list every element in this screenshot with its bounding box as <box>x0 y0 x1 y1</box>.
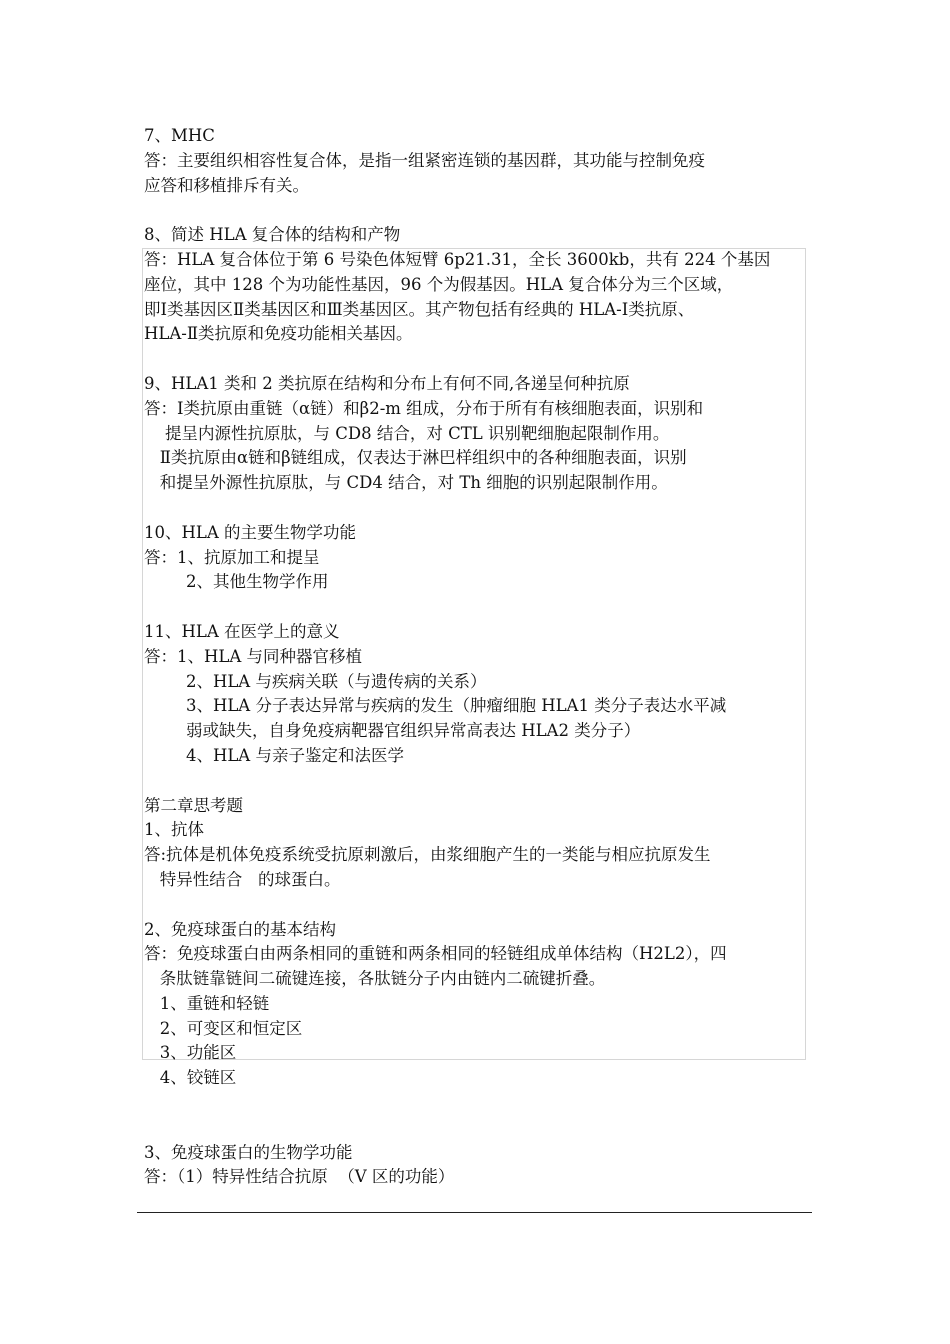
text-line: HLA-Ⅱ类抗原和免疫功能相关基因。 <box>144 324 413 344</box>
text-line: Ⅱ类抗原由α链和β链组成，仅表达于淋巴样组织中的各种细胞表面，识别 <box>144 448 687 468</box>
blank-line <box>144 496 814 521</box>
blank-line <box>144 347 814 372</box>
text-line: 答：（1）特异性结合抗原 （V 区的功能） <box>144 1167 455 1187</box>
text-line: 3、免疫球蛋白的生物学功能 <box>144 1142 353 1162</box>
text-line: 2、可变区和恒定区 <box>144 1018 303 1038</box>
text-line: 答：1、HLA 与同种器官移植 <box>144 646 363 666</box>
text-line: 答：HLA 复合体位于第 6 号染色体短臂 6p21.31，全长 3600kb，共有 224 个基因 <box>144 249 771 269</box>
blank-line <box>144 1091 814 1116</box>
text-line: 2、HLA 与疾病关联（与遗传病的关系） <box>144 671 487 691</box>
text-line: 9、HLA1 类和 2 类抗原在结构和分布上有何不同,各递呈何种抗原 <box>144 373 630 393</box>
text-line: 答：主要组织相容性复合体，是指一组紧密连锁的基因群，其功能与控制免疫 <box>144 150 705 170</box>
text-line: 答：免疫球蛋白由两条相同的重链和两条相同的轻链组成单体结构（H2L2），四 <box>144 944 727 964</box>
document-body <box>144 124 814 1190</box>
text-line: 条肽链靠链间二硫键连接，各肽链分子内由链内二硫键折叠。 <box>144 969 606 989</box>
text-line: 应答和移植排斥有关。 <box>144 175 309 195</box>
text-line: 3、HLA 分子表达异常与疾病的发生（肿瘤细胞 HLA1 类分子表达水平减 <box>144 696 727 716</box>
text-line: 和提呈外源性抗原肽，与 CD4 结合，对 Th 细胞的识别起限制作用。 <box>144 473 668 493</box>
text-line: 7、MHC <box>144 126 215 145</box>
text-line: 弱或缺失，自身免疫病靶器官组织异常高表达 HLA2 类分子） <box>144 721 641 741</box>
text-line: 提呈内源性抗原肽，与 CD8 结合，对 CTL 识别靶细胞起限制作用。 <box>144 423 670 443</box>
text-line: 1、抗体 <box>144 820 204 840</box>
text-line: 10、HLA 的主要生物学功能 <box>144 522 357 542</box>
blank-line <box>144 1116 814 1141</box>
text-line: 座位，其中 128 个为功能性基因，96 个为假基因。HLA 复合体分为三个区域， <box>144 274 734 294</box>
blank-line <box>144 595 814 620</box>
text-line: 4、HLA 与亲子鉴定和法医学 <box>144 745 404 765</box>
text-line: 8、简述 HLA 复合体的结构和产物 <box>144 225 401 245</box>
bottom-rule <box>137 1212 812 1213</box>
text-line: 答：Ⅰ类抗原由重链（α链）和β2-m 组成，分布于所有有核细胞表面，识别和 <box>144 398 704 418</box>
text-line: 答：1、抗原加工和提呈 <box>144 547 320 567</box>
text-line: 11、HLA 在医学上的意义 <box>144 621 340 641</box>
text-line: 1、重链和轻链 <box>144 993 270 1013</box>
blank-line <box>144 893 814 918</box>
text-line: 2、免疫球蛋白的基本结构 <box>144 919 336 939</box>
text-line: 即Ⅰ类基因区Ⅱ类基因区和Ⅲ类基因区。其产物包括有经典的 HLA-Ⅰ类抗原、 <box>144 299 695 319</box>
text-line: 4、铰链区 <box>144 1068 237 1088</box>
blank-line <box>144 198 814 223</box>
text-line: 2、其他生物学作用 <box>144 572 329 592</box>
blank-line <box>144 769 814 794</box>
text-line: 3、功能区 <box>144 1043 237 1063</box>
text-line: 第二章思考题 <box>144 795 243 815</box>
text-line: 答:抗体是机体免疫系统受抗原刺激后，由浆细胞产生的一类能与相应抗原发生 <box>144 845 711 865</box>
text-line: 特异性结合 的球蛋白。 <box>144 869 341 889</box>
